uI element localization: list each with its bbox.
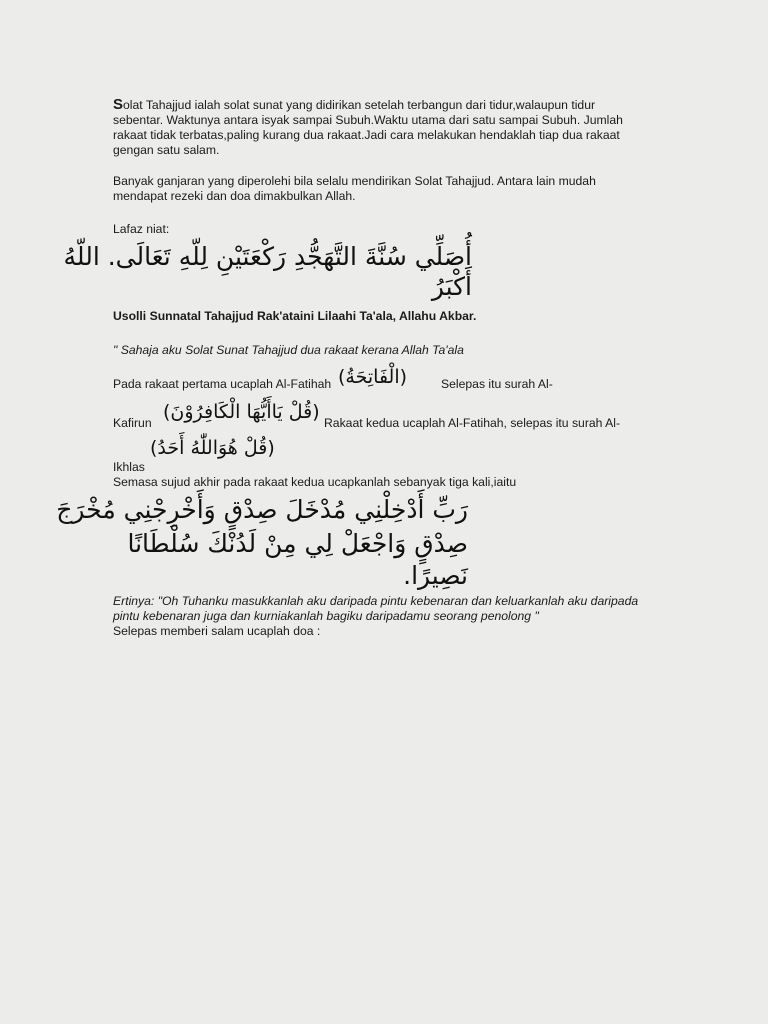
intro-line-2: sebentar. Waktunya antara isyak sampai Subuh.Waktu utama dari satu sampai Subuh. Jumlah — [113, 113, 623, 127]
intro-line-3: rakaat tidak terbatas,paling kurang dua rakaat.Jadi cara melakukan hendaklah tiap dua rakaat — [113, 128, 620, 142]
niat-arabic-line-2: أَكْبَرُ — [431, 272, 472, 301]
after-fatihah-text: Selepas itu surah Al- — [441, 377, 553, 391]
rakaat-second-text: Rakaat kedua ucaplah Al-Fatihah, selepas itu surah Al- — [324, 416, 621, 430]
ikhlas-label: Ikhlas — [113, 460, 145, 474]
fatihah-arabic-text: (الْفَاتِحَةُ) — [338, 366, 408, 388]
benefits-paragraph — [113, 174, 653, 204]
kafirun-arabic-text: (قُلْ يَاأَيُّهَا الْكَافِرُوْنَ) — [163, 401, 320, 423]
benefits-line-2: mendapat rezeki dan doa dimakbulkan Allah. — [113, 189, 356, 203]
intro-line-1 — [113, 97, 653, 113]
doa-arabic-line-1: رَبِّ أَدْخِلْنِي مُدْخَلَ صِدْقٍ وَأَخْرِجْنِي مُخْرَجَ — [56, 495, 468, 524]
intro-line-1-text: olat Tahajjud ialah solat sunat yang didirikan setelah terbangun dari tidur,walaupun tidur — [123, 98, 596, 112]
doa-arabic-line-3: نَصِيرًا. — [403, 561, 468, 590]
niat-meaning: " Sahaja aku Solat Sunat Tahajjud dua rakaat kerana Allah Ta'ala — [113, 343, 464, 357]
kafirun-arabic — [163, 400, 320, 424]
ikhlas-arabic — [150, 436, 275, 460]
niat-transliteration: Usolli Sunnatal Tahajjud Rak'ataini Lilaahi Ta'ala, Allahu Akbar. — [113, 309, 477, 323]
ertinya-line-1: Ertinya: "Oh Tuhanku masukkanlah aku daripada pintu kebenaran dan keluarkanlah aku daripada — [113, 594, 639, 608]
doa-arabic-line-2: صِدْقٍ وَاجْعَلْ لِي مِنْ لَدُنْكَ سُلْطَانًا — [127, 529, 468, 558]
ertinya-paragraph — [113, 594, 653, 624]
benefits-line-1: Banyak ganjaran yang diperolehi bila selalu mendirikan Solat Tahajjud. Antara lain mudah — [113, 174, 596, 188]
rakaat-first-text: Pada rakaat pertama ucaplah Al-Fatihah — [113, 377, 332, 391]
intro-paragraph — [113, 97, 653, 158]
intro-line-4: gengan satu salam. — [113, 143, 220, 157]
ikhlas-arabic-text: (قُلْ هُوَاللّٰهُ أَحَدُ) — [150, 437, 275, 459]
fatihah-arabic — [338, 365, 407, 389]
niat-arabic-line-1: أُصَلِّي سُنَّةَ التَّهَجُّدِ رَكْعَتَيْنِ لِلّهِ تَعَالَى. اللّهُ — [63, 242, 472, 271]
lafaz-label: Lafaz niat: — [113, 222, 170, 236]
salam-instruction: Selepas memberi salam ucaplah doa : — [113, 624, 321, 638]
kafirun-label: Kafirun — [113, 416, 152, 430]
sujud-instruction: Semasa sujud akhir pada rakaat kedua ucapkanlah sebanyak tiga kali,iaitu — [113, 475, 517, 489]
ertinya-line-2: pintu kebenaran juga dan kurniakanlah bagiku daripadamu seorang penolong " — [113, 609, 539, 623]
drop-cap: S — [113, 96, 124, 113]
